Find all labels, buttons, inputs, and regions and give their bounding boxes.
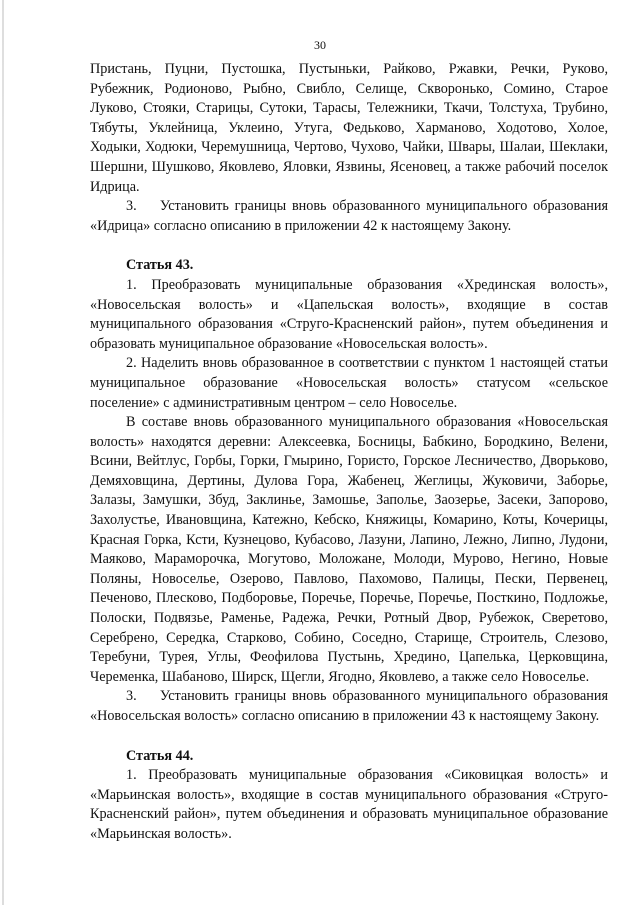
document-body (90, 60, 608, 845)
scan-edge (2, 0, 4, 905)
paragraph-43-1: 1. Преобразовать муниципальные образования «Хрединская волость», «Новосельская волость» и «Цапельская волость», входящие в состав муниципального образования «Струго-Красненский район», путем объединения и образовать муниципальное образование «Новосельская волость». (90, 276, 608, 352)
paragraph-43-villages: В составе вновь образованного муниципального образования «Новосельская волость» находятся деревни: Алексеевка, Босницы, Бабкино, Бородкино, Велени, Всини, Вейтлус, Горбы, Горки, Гмырино, Гористо, Горское Лесничество, Дворьково, Демяховщина, Дертины, Дулова Гора, Жабенец, Жеглицы, Жуковичи, Заборье, Залазы, Замушки, Збуд, Заклинье, Замошье, Заполье, Заозерье, Засеки, Запорово, Захолустье, Ивановщина, Катежно, Кебско, Княжицы, Комарино, Коты, Кочерицы, Красная Горка, Ксти, Кузнецово, Кубасово, Лазуни, Лапино, Лежно, Липно, Лудони, Маяково, Мараморочка, Могутово, Моложане, Молоди, Мурово, Негино, Новые Поляны, Новоселье, Озерово, Павлово, Пахомово, Палицы, Пески, Первенец, Печеново, Плесково, Подборовье, Поречье, Поречье, Поречье, Посткино, Подложье, Полоски, Подвязье, Раменье, Радежа, Речки, Ротный Двор, Рубежок, Сверетово, Серебрено, Середка, Старково, Собино, Соседно, Старище, Строитель, Слезово, Теребуни, Турея, Углы, Феофилова Пустынь, Хредино, Цапелька, Церковщина, Череменка, Шабаново, Ширск, Щегли, Ягодно, Яковлево, а также село Новоселье. (90, 414, 608, 685)
article-44-heading: Статья 44. (126, 747, 194, 764)
page-number: 30 (314, 38, 326, 52)
article-43-heading: Статья 43. (126, 257, 194, 274)
paragraph-44-1: 1. Преобразовать муниципальные образования «Сиковицкая волость» и «Марьинская волость», входящие в состав муниципального образования «Струго-Красненский район», путем объединения и образовать муниципальное образование «Марьинская волость». (90, 767, 608, 842)
paragraph-villages-list-end: Пристань, Пуцни, Пустошка, Пустыньки, Райково, Ржавки, Речки, Руково, Рубежник, Родионово, Рыбно, Свибло, Селище, Скворонько, Сомино, Старое Луково, Стояки, Старицы, Сутоки, Тарасы, Тележники, Ткачи, Толстуха, Трубино, Тябуты, Уклейница, Уклеино, Утуга, Федьково, Харманово, Ходотово, Холое, Ходыки, Ходюки, Черемушница, Чертово, Чухово, Чайки, Швары, Шалаи, Шеклаки, Шершни, Шушково, Яковлево, Яловки, Язвины, Ясеновец, а также рабочий поселок Идрица. (90, 61, 608, 195)
paragraph-43-2: 2. Наделить вновь образованное в соответствии с пунктом 1 настоящей статьи муниципальное образование «Новосельская волость» статусом «сельское поселение» с административным центром – село Новоселье. (90, 355, 608, 411)
paragraph-42-boundaries: 3. Установить границы вновь образованного муниципального образования «Идрица» согласно описанию в приложении 42 к настоящему Закону. (90, 198, 608, 234)
paragraph-43-3: 3. Установить границы вновь образованного муниципального образования «Новосельская волость» согласно описанию в приложении 43 к настоящему Закону. (90, 688, 608, 724)
